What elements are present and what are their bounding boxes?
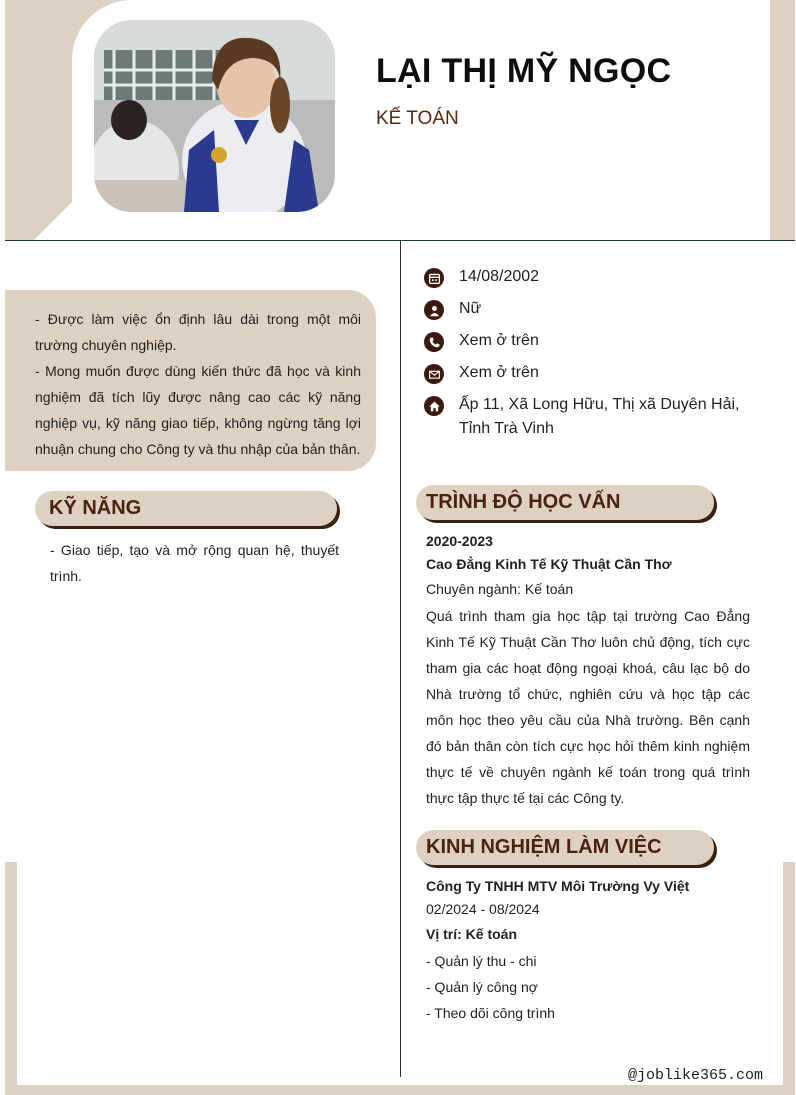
experience-company: Công Ty TNHH MTV Môi Trường Vy Việt bbox=[426, 878, 690, 894]
experience-task: - Quản lý thu - chi bbox=[426, 953, 537, 969]
objective-line: - Mong muốn được dùng kiến thức đã học và kinh nghiệm đã tích lũy được nâng cao các kỹ năng nghiệp vụ, kỹ năng giao tiếp, không ngừng tăng lợi nhuận chung cho Công ty và thu nhập của bản thân. bbox=[35, 363, 361, 457]
skills-text: - Giao tiếp, tạo và mở rộng quan hệ, thuyết trình. bbox=[50, 542, 339, 584]
frame-bottom-bar bbox=[5, 1085, 795, 1095]
education-heading: TRÌNH ĐỘ HỌC VẤN bbox=[416, 485, 714, 520]
calendar-icon bbox=[424, 268, 444, 288]
career-objective bbox=[5, 290, 376, 471]
experience-position: Vị trí: Kế toán bbox=[426, 926, 518, 942]
contact-email bbox=[424, 361, 774, 385]
column-divider bbox=[400, 241, 401, 1077]
contact-phone bbox=[424, 329, 774, 353]
envelope-icon bbox=[424, 364, 444, 384]
phone-value: Xem ở trên bbox=[459, 332, 539, 349]
person-icon bbox=[424, 300, 444, 320]
email-value: Xem ở trên bbox=[459, 364, 539, 381]
contact-birthday bbox=[424, 265, 774, 289]
home-icon bbox=[424, 396, 444, 416]
experience-period: 02/2024 - 08/2024 bbox=[426, 901, 540, 917]
skills-heading: KỸ NĂNG bbox=[35, 491, 337, 526]
experience-entry bbox=[426, 874, 750, 1026]
contact-gender bbox=[424, 297, 774, 321]
frame-right-bar bbox=[783, 862, 795, 1095]
experience-heading: KINH NGHIỆM LÀM VIỆC bbox=[416, 830, 714, 865]
profile-photo bbox=[94, 20, 335, 212]
site-watermark: @joblike365.com bbox=[628, 1067, 764, 1084]
education-school: Cao Đẳng Kinh Tế Kỹ Thuật Cần Thơ bbox=[426, 556, 672, 572]
objective-line: - Được làm việc ổn định lâu dài trong một môi trường chuyên nghiệp. bbox=[35, 311, 361, 353]
address-value: Ấp 11, Xã Long Hữu, Thị xã Duyên Hải, Tỉnh Trà Vinh bbox=[459, 396, 740, 437]
candidate-name: LẠI THỊ MỸ NGỌC bbox=[376, 52, 672, 90]
education-major: Chuyên ngành: Kế toán bbox=[426, 581, 574, 597]
experience-task: - Quản lý công nợ bbox=[426, 979, 538, 995]
education-years: 2020-2023 bbox=[426, 533, 493, 549]
profile-photo-illustration bbox=[94, 20, 335, 212]
birthday-value: 14/08/2002 bbox=[459, 268, 540, 285]
phone-icon bbox=[424, 332, 444, 352]
gender-value: Nữ bbox=[459, 300, 482, 317]
contact-address bbox=[424, 393, 774, 441]
education-description: Quá trình tham gia học tập tại trường Cao Đẳng Kinh Tế Kỹ Thuật Cần Thơ luôn chủ động, tích cực tham gia các hoạt động ngoại khoá, câu lạc bộ do Nhà trường tổ chức, nghiên cứu và học tập các môn học theo yêu cầu của Nhà trường. Bên cạnh đó bản thân còn tích cực học hỏi thêm kinh nghiệm thực tế về chuyên ngành kế toán trong quá trình thực tập thực tế tại các Công ty. bbox=[426, 608, 750, 806]
experience-task: - Theo dõi công trình bbox=[426, 1005, 555, 1021]
frame-left-bar bbox=[5, 862, 17, 1095]
header-corner-cut bbox=[34, 196, 78, 240]
contact-info bbox=[424, 265, 774, 449]
education-entry bbox=[426, 529, 750, 811]
job-title: KẾ TOÁN bbox=[376, 108, 459, 129]
